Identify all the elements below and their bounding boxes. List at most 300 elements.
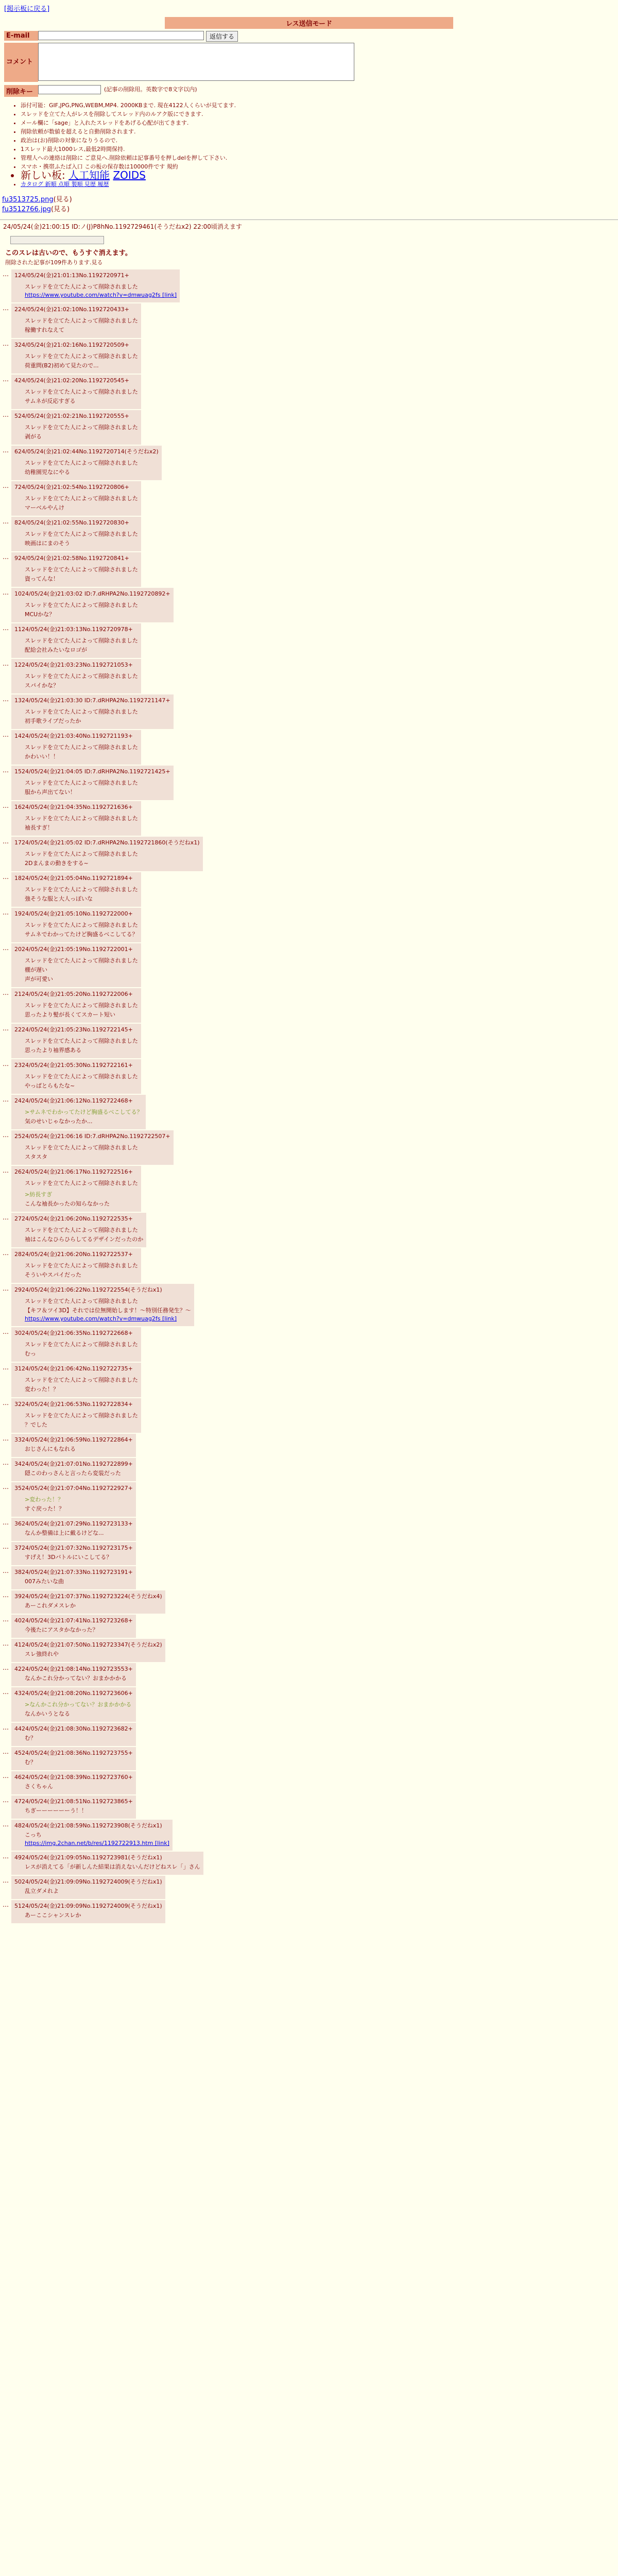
file-link[interactable]: fu3512766.jpg xyxy=(2,206,51,213)
reply-marker: … xyxy=(3,838,9,845)
rules-list xyxy=(21,101,618,189)
rule-item: • 削除依頼が数値を超えると自動削除されます. xyxy=(21,127,618,136)
reply-text: >サムネでわかってたけど胸盛るべこしてる？ xyxy=(25,1109,143,1115)
reply-deleted-text: スレッドを立てた人によって削除されました xyxy=(25,673,138,680)
reply-text: なんかこれ分かってない？おまかかかる xyxy=(25,1675,127,1682)
reply-row xyxy=(0,1747,618,1770)
reply-header[interactable]: 1424/05/24(金)21:03:40No.1192721193+ xyxy=(14,733,133,739)
reply-row xyxy=(0,375,618,409)
reply-deleted-text: スレッドを立てた人によって削除されました xyxy=(25,1144,138,1151)
reply-box xyxy=(11,481,141,516)
reply-deleted-text: スレッドを立てた人によって削除されました xyxy=(25,1262,138,1269)
reply-text: 袖はこんなひらひらしてるデザインだったのか xyxy=(25,1236,144,1243)
reply-box xyxy=(11,1542,136,1565)
reply-row xyxy=(0,943,618,987)
reply-deleted-text: スレッドを立てた人によって削除されました xyxy=(25,566,138,573)
reply-deleted-text: スレッドを立てた人によって削除されました xyxy=(25,353,138,360)
reply-text: 稼働すれなえて xyxy=(25,327,64,333)
reply-box xyxy=(11,943,141,987)
reply-text: 強そうな服と大人っぽいな xyxy=(25,895,93,902)
email-field[interactable] xyxy=(38,31,204,40)
reply-deleted-text: スレッドを立てた人によって削除されました xyxy=(25,1377,138,1383)
comment-field[interactable] xyxy=(38,43,354,81)
reply-marker: … xyxy=(3,1640,9,1647)
reply-header[interactable]: 1524/05/24(金)21:04:05 ID:7.dRHPA2No.1192721425+ xyxy=(14,768,170,775)
reply-box xyxy=(11,1687,136,1722)
reply-box xyxy=(11,623,141,658)
reply-header[interactable]: 724/05/24(金)21:02:54No.1192720806+ xyxy=(14,484,129,490)
reply-text: 配給会社みたいなロゴが xyxy=(25,647,87,653)
reply-box xyxy=(11,1747,136,1770)
reply-box xyxy=(11,1059,141,1094)
reply-box xyxy=(11,1900,165,1923)
reply-text: マーベルやんけ xyxy=(25,504,64,511)
reply-deleted-text: スレッドを立てた人によって削除されました xyxy=(25,531,138,537)
reply-box xyxy=(11,1363,141,1397)
reply-row xyxy=(0,1852,618,1875)
reply-marker: … xyxy=(3,909,9,916)
reply-header[interactable]: 3524/05/24(金)21:07:04No.1192722927+ xyxy=(14,1485,133,1492)
reply-text: なんか整備は上に戴るけどな... xyxy=(25,1530,104,1536)
reply-deleted-text: スレッドを立てた人によって削除されました xyxy=(25,460,138,466)
reply-header[interactable]: 4724/05/24(金)21:08:51No.1192723865+ xyxy=(14,1798,133,1805)
reply-header[interactable]: 2024/05/24(金)21:05:19No.1192722001+ xyxy=(14,946,133,953)
reply-row xyxy=(0,552,618,587)
reply-marker: … xyxy=(3,589,9,596)
reply-row xyxy=(0,1687,618,1722)
reply-box xyxy=(11,1284,194,1326)
reply-deleted-text: スレッドを立てた人によって削除されました xyxy=(25,1073,138,1080)
reply-link[interactable]: https://img.2chan.net/b/res/1192722913.htm [link] xyxy=(25,1840,169,1846)
reply-header[interactable]: 2624/05/24(金)21:06:17No.1192722516+ xyxy=(14,1168,133,1175)
op-image[interactable] xyxy=(10,236,618,244)
reply-text: 棚が遅い xyxy=(25,967,47,973)
reply-marker: … xyxy=(3,1167,9,1174)
reply-marker: … xyxy=(3,1214,9,1221)
reply-row xyxy=(0,1771,618,1794)
reply-row xyxy=(0,1024,618,1058)
reply-header[interactable]: 4924/05/24(金)21:09:05No.1192723981(そうだねx1) xyxy=(14,1854,162,1861)
rule-item: • 政治は(お)削除の対象になりうるので. xyxy=(21,136,618,145)
reply-row xyxy=(0,1482,618,1517)
file-suffix: (見る) xyxy=(50,206,70,213)
reply-marker: … xyxy=(3,1616,9,1623)
reply-marker: … xyxy=(3,1399,9,1406)
reply-text: サムネが反応すぎる xyxy=(25,398,76,404)
reply-header[interactable]: 4524/05/24(金)21:08:36No.1192723755+ xyxy=(14,1750,133,1756)
reply-header[interactable]: 2824/05/24(金)21:06:20No.1192722537+ xyxy=(14,1251,133,1258)
reply-marker: … xyxy=(3,989,9,996)
reply-text: 乱立ダメれよ xyxy=(25,1888,59,1894)
reply-text: ？でした xyxy=(25,1421,47,1428)
rule-item: • メール欄に「sage」と入れたスレッドをあげる心配が出てきます. xyxy=(21,118,618,127)
reply-text: かわいい！！ xyxy=(25,753,59,760)
reply-text: レスが消えてる「が新しんた結果は消えないんだけどねスレ「」さん xyxy=(25,1863,200,1870)
reply-text: 荷重問(B2)初めて見たので... xyxy=(25,362,99,369)
submit-button[interactable]: 返信する xyxy=(206,31,238,42)
reply-deleted-text: スレッドを立てた人によって削除されました xyxy=(25,851,138,857)
reply-text: 声が可愛い xyxy=(25,976,53,982)
reply-header[interactable]: 224/05/24(金)21:02:10No.1192720433+ xyxy=(14,306,129,313)
reply-header[interactable]: 2524/05/24(金)21:06:16 ID:7.dRHPA2No.1192722507+ xyxy=(14,1133,170,1140)
reply-box xyxy=(11,988,141,1023)
reply-marker: … xyxy=(3,1483,9,1490)
reply-row xyxy=(0,730,618,765)
reply-text: >なんかこれ分かってない？おまかかかる xyxy=(25,1701,132,1708)
reply-box xyxy=(11,303,141,338)
reply-box xyxy=(11,269,180,302)
reply-deleted-text: スレッドを立てた人によって削除されました xyxy=(25,637,138,644)
reply-row xyxy=(0,269,618,302)
reply-row xyxy=(0,1639,618,1662)
reply-header[interactable]: 4824/05/24(金)21:08:59No.1192723908(そうだねx1) xyxy=(14,1822,162,1829)
reply-deleted-text: スレッドを立てた人によって削除されました xyxy=(25,283,138,290)
attached-files xyxy=(0,193,618,217)
reply-header[interactable]: 3824/05/24(金)21:07:33No.1192723191+ xyxy=(14,1569,133,1575)
reply-header[interactable]: 3024/05/24(金)21:06:35No.1192722668+ xyxy=(14,1330,133,1336)
reply-text: >紡長すぎ xyxy=(25,1191,53,1198)
reply-box xyxy=(11,1615,136,1638)
reply-marker: … xyxy=(3,340,9,347)
rule-item: • 1スレッド最大1000レス,最低2時間保持. xyxy=(21,145,618,154)
reply-text: こっち xyxy=(25,1832,42,1838)
reply-box xyxy=(11,517,141,551)
reply-text: やっぱとらもたな~ xyxy=(25,1082,75,1089)
reply-row xyxy=(0,1590,618,1614)
new-boards xyxy=(21,171,618,180)
thread-status-title: このスレは古いので、もうすぐ消えます。 xyxy=(5,249,132,257)
reply-marker: … xyxy=(3,696,9,703)
reply-box xyxy=(11,1566,136,1589)
reply-header[interactable]: 5124/05/24(金)21:09:09No.1192724009(そうだねx1) xyxy=(14,1903,162,1909)
reply-row xyxy=(0,1900,618,1923)
password-note: (記事の削除用。英数字で8文字以内) xyxy=(104,86,197,93)
reply-box xyxy=(11,1327,141,1362)
reply-deleted-text: スレッドを立てた人によって削除されました xyxy=(25,922,138,928)
reply-header[interactable]: 2224/05/24(金)21:05:23No.1192722145+ xyxy=(14,1026,133,1033)
reply-header[interactable]: 1324/05/24(金)21:03:30 ID:7.dRHPA2No.1192721147+ xyxy=(14,697,170,704)
reply-text: なんかいうとなる xyxy=(25,1710,70,1717)
rule-item: • スレッドを立てた人がレスを削除してスレッド内のルアク版にできます. xyxy=(21,110,618,118)
reply-header[interactable]: 824/05/24(金)21:02:55No.1192720830+ xyxy=(14,519,129,526)
reply-marker: … xyxy=(3,1853,9,1860)
reply-text: 【キフ＆ツイ3D】それでは位無開始します！〜特別任務発生？〜 xyxy=(25,1307,191,1314)
reply-marker: … xyxy=(3,1877,9,1884)
reply-marker: … xyxy=(3,482,9,489)
reply-text: 気のせいじゃなかったか... xyxy=(25,1118,93,1125)
reply-marker: … xyxy=(3,1901,9,1908)
reply-marker: … xyxy=(3,802,9,809)
reply-row xyxy=(0,623,618,658)
reply-header[interactable]: 3224/05/24(金)21:06:53No.1192722834+ xyxy=(14,1401,133,1408)
reply-row xyxy=(0,694,618,729)
reply-marker: … xyxy=(3,1821,9,1828)
reply-header[interactable]: 4224/05/24(金)21:08:14No.1192723553+ xyxy=(14,1666,133,1672)
reply-box xyxy=(11,1095,146,1129)
reply-box xyxy=(11,694,174,729)
reply-deleted-text: スレッドを立てた人によって削除されました xyxy=(25,1412,138,1419)
reply-deleted-text: スレッドを立てた人によって削除されました xyxy=(25,1180,138,1187)
reply-marker: … xyxy=(3,1435,9,1442)
reply-box xyxy=(11,1166,141,1212)
new-boards-label: 新しい板: xyxy=(21,169,69,181)
reply-box xyxy=(11,588,174,622)
reply-box xyxy=(11,1518,136,1541)
reply-text: 隠このわっさんと言ったら変装だった xyxy=(25,1470,121,1477)
reply-box xyxy=(11,552,141,587)
reply-row xyxy=(0,1095,618,1129)
reply-marker: … xyxy=(3,1096,9,1103)
reply-row xyxy=(0,1130,618,1165)
reply-row xyxy=(0,1434,618,1457)
reply-text: 今後たにアスタかなかった？ xyxy=(25,1626,98,1633)
reply-box xyxy=(11,1213,146,1247)
reply-text: む？ xyxy=(25,1735,36,1741)
reply-box xyxy=(11,1130,174,1165)
reply-header[interactable]: 4624/05/24(金)21:08:39No.1192723760+ xyxy=(14,1774,133,1781)
reply-header[interactable]: 4424/05/24(金)21:08:30No.1192723682+ xyxy=(14,1725,133,1732)
reply-marker: … xyxy=(3,767,9,774)
new-board-link[interactable]: ZOIDS xyxy=(113,169,146,181)
catalog-link[interactable]: カタログ 新順 点順 製順 見歴 履歴 xyxy=(21,181,109,188)
op-thumbnail[interactable] xyxy=(10,236,104,244)
reply-marker: … xyxy=(3,1591,9,1599)
reply-header[interactable]: 2124/05/24(金)21:05:20No.1192722006+ xyxy=(14,991,133,997)
reply-deleted-text: スレッドを立てた人によって削除されました xyxy=(25,1038,138,1044)
reply-header[interactable]: 124/05/24(金)21:01:13No.1192720971+ xyxy=(14,272,129,279)
reply-text: こんな袖長かったの知らなかった xyxy=(25,1200,110,1207)
reply-row xyxy=(0,837,618,871)
form-title: レス送信モード xyxy=(165,17,453,29)
reply-text: 変わった！？ xyxy=(25,1386,59,1393)
reply-row xyxy=(0,908,618,942)
reply-header[interactable]: 3624/05/24(金)21:07:29No.1192723133+ xyxy=(14,1520,133,1527)
reply-text: スレ強終れや xyxy=(25,1651,59,1657)
reply-row xyxy=(0,339,618,374)
reply-text: む？ xyxy=(25,1759,36,1766)
reply-text: そういやスパイだった xyxy=(25,1272,81,1278)
reply-header[interactable]: 624/05/24(金)21:02:44No.1192720714(そうだねx2) xyxy=(14,448,159,455)
reply-marker: … xyxy=(3,1025,9,1032)
reply-header[interactable]: 2724/05/24(金)21:06:20No.1192722535+ xyxy=(14,1215,133,1222)
reply-header[interactable]: 3124/05/24(金)21:06:42No.1192722735+ xyxy=(14,1365,133,1372)
top-nav xyxy=(0,0,618,17)
reply-header[interactable]: 524/05/24(金)21:02:21No.1192720555+ xyxy=(14,413,129,419)
reply-box xyxy=(11,375,141,409)
reply-text: 2Dまんまの動きをする~ xyxy=(25,860,89,867)
reply-row xyxy=(0,1398,618,1433)
reply-text: 資ってんな！ xyxy=(25,575,59,582)
reply-text: 幼稚園児なにやる xyxy=(25,469,70,476)
reply-text: スパイかな？ xyxy=(25,682,59,689)
reply-marker: … xyxy=(3,1060,9,1067)
email-label: E-mail xyxy=(4,31,38,41)
file-link[interactable]: fu3513725.png xyxy=(2,196,54,204)
reply-marker: … xyxy=(3,1131,9,1139)
reply-row xyxy=(0,1723,618,1746)
reply-row xyxy=(0,1566,618,1589)
reply-header[interactable]: 1824/05/24(金)21:05:04No.1192721894+ xyxy=(14,875,133,882)
reply-text: 袖長すぎ！ xyxy=(25,824,53,831)
reply-header[interactable]: 1724/05/24(金)21:05:02 ID:7.dRHPA2No.1192721860(そうだねx1) xyxy=(14,839,200,846)
reply-text: おじさんにもなれる xyxy=(25,1446,76,1452)
reply-header[interactable]: 2324/05/24(金)21:05:30No.1192722161+ xyxy=(14,1062,133,1069)
deleted-notice: 削除された記事が109件あります.見る xyxy=(5,259,103,266)
reply-marker: … xyxy=(3,1328,9,1335)
reply-box xyxy=(11,837,203,871)
reply-box xyxy=(11,1795,136,1819)
rule-item: • 管理人への連絡は削除に ご意見へ.削除依頼は記事番号を押しdelを押して下さい. xyxy=(21,154,618,162)
reply-deleted-text: スレッドを立てた人によって削除されました xyxy=(25,815,138,822)
reply-text: あーこれダメスレか xyxy=(25,1602,76,1609)
reply-marker: … xyxy=(3,1364,9,1371)
reply-marker: … xyxy=(3,1772,9,1780)
reply-box xyxy=(11,1458,136,1481)
reply-marker: … xyxy=(3,1797,9,1804)
reply-marker: … xyxy=(3,1459,9,1466)
back-to-board-link[interactable]: [掲示板に戻る] xyxy=(4,5,50,13)
new-board-link[interactable]: 人工知能 xyxy=(68,169,110,181)
reply-box xyxy=(11,1248,141,1283)
reply-row xyxy=(0,303,618,338)
reply-deleted-text: スレッドを立てた人によって削除されました xyxy=(25,957,138,964)
reply-marker: … xyxy=(3,553,9,561)
reply-marker: … xyxy=(3,304,9,312)
reply-row xyxy=(0,1327,618,1362)
reply-header[interactable]: 3324/05/24(金)21:06:59No.1192722864+ xyxy=(14,1436,133,1443)
rule-item: • スマホ・携帯ふたば入口 この板の保存数は10000件です 規約 xyxy=(21,162,618,171)
reply-text: ちぎーーーーーーう！！ xyxy=(25,1807,87,1814)
reply-row xyxy=(0,446,618,480)
reply-deleted-text: スレッドを立てた人によって削除されました xyxy=(25,708,138,715)
reply-header[interactable]: 2424/05/24(金)21:06:12No.1192722468+ xyxy=(14,1097,133,1104)
reply-row xyxy=(0,481,618,516)
reply-deleted-text: スレッドを立てた人によって削除されました xyxy=(25,1002,138,1009)
reply-header[interactable]: 4024/05/24(金)21:07:41No.1192723268+ xyxy=(14,1617,133,1624)
reply-header[interactable]: 1924/05/24(金)21:05:10No.1192722000+ xyxy=(14,910,133,917)
reply-text: サムネでわかってたけど胸盛るべこしてる？ xyxy=(25,931,138,938)
reply-deleted-text: スレッドを立てた人によって削除されました xyxy=(25,317,138,324)
comment-label: コメント xyxy=(4,43,38,82)
reply-deleted-text: スレッドを立てた人によって削除されました xyxy=(25,495,138,502)
reply-link[interactable]: https://www.youtube.com/watch?v=dmwuag2fs [link] xyxy=(25,1315,177,1322)
reply-box xyxy=(11,872,141,907)
reply-row xyxy=(0,1363,618,1397)
reply-box xyxy=(11,1482,136,1517)
reply-header[interactable]: 4324/05/24(金)21:08:20No.1192723606+ xyxy=(14,1690,133,1697)
reply-box xyxy=(11,1771,136,1794)
reply-marker: … xyxy=(3,1724,9,1731)
reply-text: すぐ戻った！？ xyxy=(25,1505,64,1512)
reply-header[interactable]: 4124/05/24(金)21:07:50No.1192723347(そうだねx2) xyxy=(14,1641,162,1648)
reply-header[interactable]: 1624/05/24(金)21:04:35No.1192721636+ xyxy=(14,804,133,810)
reply-box xyxy=(11,1434,136,1457)
reply-marker: … xyxy=(3,1285,9,1292)
reply-marker: … xyxy=(3,1664,9,1671)
reply-header[interactable]: 3724/05/24(金)21:07:32No.1192723175+ xyxy=(14,1545,133,1551)
file-suffix: (見る) xyxy=(53,196,72,204)
reply-box xyxy=(11,1723,136,1746)
password-label: 削除キー xyxy=(4,85,38,97)
reply-marker: … xyxy=(3,1567,9,1574)
reply-box xyxy=(11,410,141,445)
reply-header[interactable]: 424/05/24(金)21:02:20No.1192720545+ xyxy=(14,377,129,384)
reply-box xyxy=(11,801,141,836)
reply-text: 剥がる xyxy=(25,433,42,440)
reply-text: すげえ！3Dバトルにいこしてる？ xyxy=(25,1554,112,1561)
reply-deleted-text: スレッドを立てた人によって削除されました xyxy=(25,388,138,395)
reply-box xyxy=(11,908,141,942)
reply-header[interactable]: 2924/05/24(金)21:06:22No.1192722554(そうだねx1) xyxy=(14,1286,162,1293)
reply-deleted-text: スレッドを立てた人によって削除されました xyxy=(25,779,138,786)
reply-header[interactable]: 5024/05/24(金)21:09:09No.1192724009(そうだねx1) xyxy=(14,1878,162,1885)
reply-marker: … xyxy=(3,1249,9,1257)
reply-deleted-text: スレッドを立てた人によって削除されました xyxy=(25,1298,138,1304)
reply-header[interactable]: 1024/05/24(金)21:03:02 ID:7.dRHPA2No.1192720892+ xyxy=(14,590,170,597)
reply-row xyxy=(0,766,618,800)
reply-box xyxy=(11,446,162,480)
reply-row xyxy=(0,1458,618,1481)
reply-header[interactable]: 1124/05/24(金)21:03:13No.1192720978+ xyxy=(14,626,133,633)
reply-row xyxy=(0,410,618,445)
reply-header[interactable]: 924/05/24(金)21:02:58No.1192720841+ xyxy=(14,555,129,562)
reply-text: >変わった！？ xyxy=(25,1496,64,1503)
reply-row xyxy=(0,1820,618,1851)
reply-marker: … xyxy=(3,873,9,880)
reply-text: 007みたいな曲 xyxy=(25,1578,64,1585)
reply-marker: … xyxy=(3,447,9,454)
reply-box xyxy=(11,1820,173,1851)
reply-marker: … xyxy=(3,731,9,738)
reply-box xyxy=(11,1024,141,1058)
reply-box xyxy=(11,659,141,693)
reply-row xyxy=(0,588,618,622)
reply-box xyxy=(11,1639,165,1662)
reply-marker: … xyxy=(3,1543,9,1550)
reply-text: MCUかな？ xyxy=(25,611,55,618)
reply-text: むっ xyxy=(25,1350,36,1357)
reply-row xyxy=(0,1663,618,1686)
reply-row xyxy=(0,1059,618,1094)
reply-row xyxy=(0,872,618,907)
reply-row xyxy=(0,1542,618,1565)
reply-row xyxy=(0,1615,618,1638)
reply-deleted-text: スレッドを立てた人によって削除されました xyxy=(25,886,138,893)
reply-box xyxy=(11,730,141,765)
reply-row xyxy=(0,1248,618,1283)
reply-header[interactable]: 3424/05/24(金)21:07:01No.1192722899+ xyxy=(14,1461,133,1467)
reply-box xyxy=(11,1398,141,1433)
reply-header[interactable]: 1224/05/24(金)21:03:23No.1192721053+ xyxy=(14,662,133,668)
reply-header[interactable]: 3924/05/24(金)21:07:37No.1192723224(そうだねx4) xyxy=(14,1593,162,1600)
password-field[interactable] xyxy=(38,85,101,94)
reply-text: スタスタ xyxy=(25,1154,47,1160)
reply-row xyxy=(0,659,618,693)
reply-marker: … xyxy=(3,270,9,278)
reply-list xyxy=(0,269,618,1923)
reply-row xyxy=(0,517,618,551)
reply-row xyxy=(0,1795,618,1819)
reply-marker: … xyxy=(3,376,9,383)
rule-item: • 添付可能：GIF,JPG,PNG,WEBM,MP4. 2000KBまで. 現在4122人くらいが見てます. xyxy=(21,101,618,110)
reply-box xyxy=(11,1876,165,1899)
reply-marker: … xyxy=(3,1748,9,1755)
reply-link[interactable]: https://www.youtube.com/watch?v=dmwuag2fs [link] xyxy=(25,292,177,298)
reply-header[interactable]: 324/05/24(金)21:02:16No.1192720509+ xyxy=(14,342,129,348)
reply-row xyxy=(0,1166,618,1212)
reply-box xyxy=(11,1852,203,1875)
reply-text: 初手歌ライブだったか xyxy=(25,718,81,724)
